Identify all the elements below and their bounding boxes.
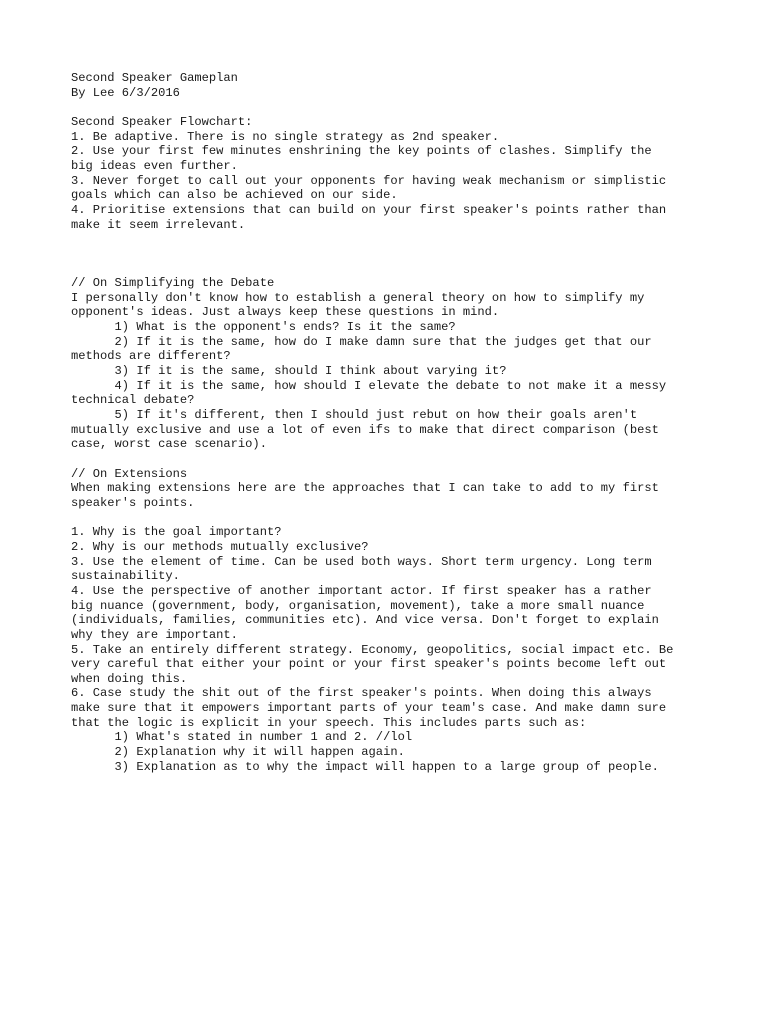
- blank-line: [71, 261, 711, 276]
- blank-line: [71, 452, 711, 467]
- flowchart-line: 4. Prioritise extensions that can build on your first speaker's points rather than: [71, 202, 667, 217]
- extensions-line: why they are important.: [71, 627, 238, 642]
- extensions-line: 2. Why is our methods mutually exclusive?: [71, 539, 369, 554]
- blank-line: [71, 100, 711, 115]
- extensions-line: 6. Case study the shit out of the first speaker's points. When doing this always: [71, 686, 652, 701]
- simplifying-line: methods are different?: [71, 349, 231, 364]
- extensions-heading: // On Extensions: [71, 466, 188, 481]
- document-byline: By Lee 6/3/2016: [71, 85, 180, 100]
- document-title: Second Speaker Gameplan: [71, 71, 238, 85]
- extensions-line: 3. Use the element of time. Can be used both ways. Short term urgency. Long term: [71, 554, 652, 569]
- simplifying-line: case, worst case scenario).: [71, 437, 267, 452]
- document-body: [71, 71, 711, 774]
- simplifying-line: 4) If it is the same, how should I elevate the debate to not make it a messy: [71, 378, 667, 393]
- extensions-line: big nuance (government, body, organisation, movement), take a more small nuance: [71, 598, 645, 613]
- extensions-line: very careful that either your point or your first speaker's points become left out: [71, 657, 667, 672]
- extensions-line: 5. Take an entirely different strategy. Economy, geopolitics, social impact etc. Be: [71, 642, 674, 657]
- simplifying-line: mutually exclusive and use a lot of even ifs to make that direct comparison (best: [71, 422, 659, 437]
- blank-line: [71, 247, 711, 262]
- simplifying-heading: // On Simplifying the Debate: [71, 276, 275, 291]
- simplifying-line: 2) If it is the same, how do I make damn sure that the judges get that our: [71, 334, 652, 349]
- blank-line: [71, 232, 711, 247]
- simplifying-line: opponent's ideas. Just always keep these questions in mind.: [71, 305, 500, 320]
- flowchart-line: 2. Use your first few minutes enshrining the key points of clashes. Simplify the: [71, 144, 652, 159]
- extensions-line: that the logic is explicit in your speech. This includes parts such as:: [71, 715, 587, 730]
- flowchart-heading: Second Speaker Flowchart:: [71, 114, 253, 129]
- extensions-intro-line: When making extensions here are the approaches that I can take to add to my first: [71, 481, 659, 496]
- blank-line: [71, 511, 711, 526]
- extensions-line: 3) Explanation as to why the impact will happen to a large group of people.: [71, 759, 659, 774]
- extensions-line: make sure that it empowers important parts of your team's case. And make damn sure: [71, 701, 667, 716]
- extensions-intro-line: speaker's points.: [71, 495, 195, 510]
- simplifying-line: 1) What is the opponent's ends? Is it the same?: [71, 320, 456, 335]
- extensions-line: sustainability.: [71, 569, 180, 584]
- extensions-line: 4. Use the perspective of another important actor. If first speaker has a rather: [71, 583, 652, 598]
- simplifying-line: 5) If it's different, then I should just rebut on how their goals aren't: [71, 408, 638, 423]
- flowchart-line: big ideas even further.: [71, 158, 238, 173]
- simplifying-line: 3) If it is the same, should I think about varying it?: [71, 364, 507, 379]
- simplifying-line: I personally don't know how to establish a general theory on how to simplify my: [71, 290, 645, 305]
- extensions-line: 1. Why is the goal important?: [71, 525, 282, 540]
- extensions-line: when doing this.: [71, 671, 188, 686]
- extensions-line: (individuals, families, communities etc). And vice versa. Don't forget to explain: [71, 613, 659, 628]
- extensions-line: 1) What's stated in number 1 and 2. //lol: [71, 730, 413, 745]
- flowchart-line: make it seem irrelevant.: [71, 217, 246, 232]
- extensions-line: 2) Explanation why it will happen again.: [71, 745, 405, 760]
- simplifying-line: technical debate?: [71, 393, 195, 408]
- flowchart-line: goals which can also be achieved on our side.: [71, 188, 398, 203]
- flowchart-line: 3. Never forget to call out your opponents for having weak mechanism or simplistic: [71, 173, 667, 188]
- flowchart-line: 1. Be adaptive. There is no single strategy as 2nd speaker.: [71, 129, 500, 144]
